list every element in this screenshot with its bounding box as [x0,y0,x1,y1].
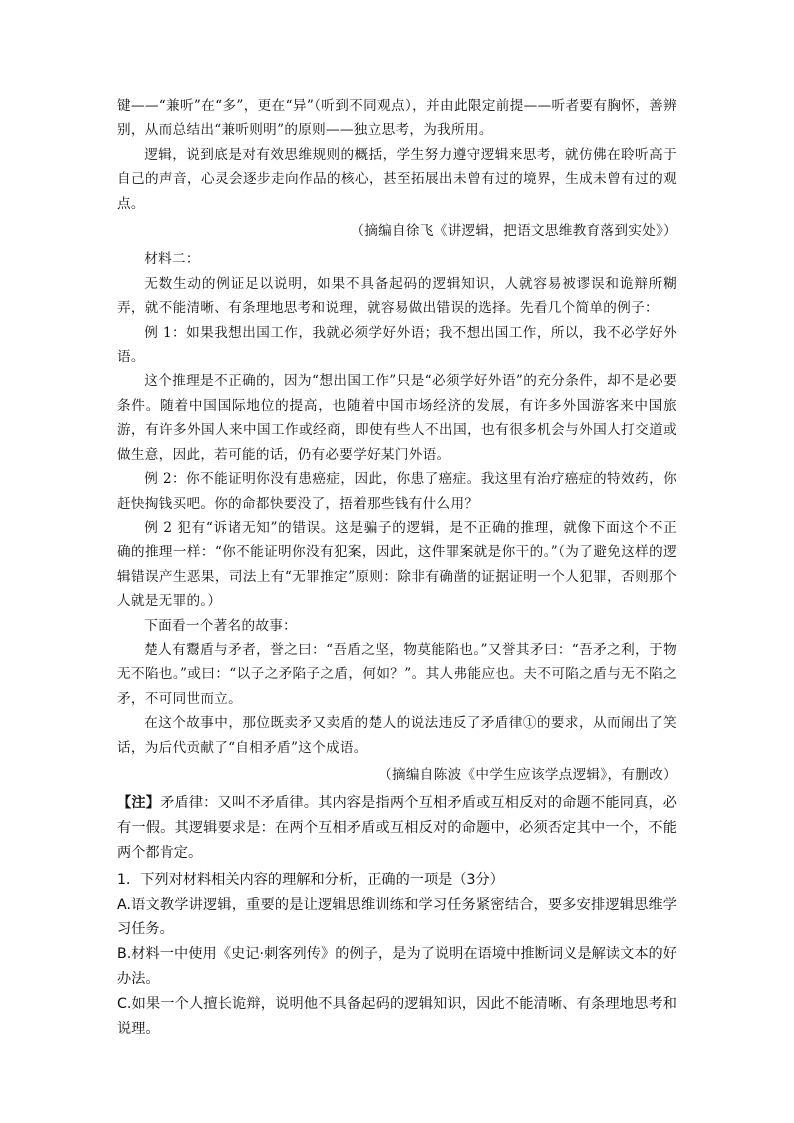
question-1-stem: 1．下列对材料相关内容的理解和分析，正确的一项是（3分） [117,871,504,888]
material-two-paragraph-analysis-2: 例 2 犯有“诉诸无知”的错误。这是骗子的逻辑，是不正确的推理，就像下面这个不正确的推理一样：“你不能证明你没有犯案，因此，这件罪案就是你干的。”（为了避免这样的逻辑错误产生恶果，司法上有“无罪推定”原则：除非有确凿的证据证明一个人犯罪，否则那个人就是无罪的。） [117,519,677,610]
page-content [117,94,677,1041]
material-two-paragraph-analysis-1: 这个推理是不正确的，因为“想出国工作”只是“必须学好外语”的充分条件，却不是必要条件。随着中国国际地位的提高，也随着中国市场经济的发展，有许多外国游客来中国旅游，有许多外国人来中国工作或经商，即使有些人不出国，也有很多机会与外国人打交道或做生意，因此，若可能的话，仍有必要学好某门外语。 [117,373,677,463]
footnote [117,791,677,865]
question-1-option-c[interactable]: C.如果一个人擅长诡辩，说明他不具备起码的逻辑知识，因此不能清晰、有条理地思考和说理。 [117,995,677,1037]
material-two-example-1: 例 1：如果我想出国工作，我就必须学好外语；我不想出国工作，所以，我不必学好外语。 [117,324,677,366]
question-1-option-b[interactable]: B.材料一中使用《史记·刺客列传》的例子，是为了说明在语境中推断词义是解读文本的好办法。 [117,946,677,987]
material-two-story-analysis: 在这个故事中，那位既卖矛又卖盾的楚人的说法违反了矛盾律①的要求，从而闹出了笑话，为后代贡献了“自相矛盾”这个成语。 [117,715,677,756]
material-two-example-2: 例 2：你不能证明你没有患癌症，因此，你患了癌症。我这里有治疗癌症的特效药，你赶快掏钱买吧。你的命都快要没了，捂着那些钱有什么用？ [117,471,677,512]
footnote-text: 矛盾律：又叫不矛盾律。其内容是指两个互相矛盾或互相反对的命题不能同真，必有一假。其逻辑要求是：在两个互相矛盾或互相反对的命题中，必须否定其中一个，不能两个都肯定。 [117,795,677,861]
material-one-source: （摘编自徐飞《讲逻辑，把语文思维教育落到实处》） [350,223,677,240]
material-two-story: 楚人有鬻盾与矛者，誉之曰：“吾盾之坚，物莫能陷也。”又誉其矛曰：“吾矛之利，于物无不陷也。”或曰：“以子之矛陷子之盾，何如？”。其人弗能应也。夫不可陷之盾与无不陷之矛，不可同世而立。 [117,641,677,707]
footnote-tag: 【注】 [117,795,161,812]
material-two-paragraph-intro: 无数生动的例证足以说明，如果不具备起码的逻辑知识，人就容易被谬误和诡辩所糊弄，就不能清晰、有条理地思考和说理，就容易做出错误的选择。先看几个简单的例子： [117,275,677,317]
question-1-option-a[interactable]: A.语文教学讲逻辑，重要的是让逻辑思维训练和学习任务紧密结合，要多安排逻辑思维学习任务。 [117,896,677,938]
material-one-paragraph-logic: 逻辑，说到底是对有效思维规则的概括，学生努力遵守逻辑来思考，就仿佛在聆听高于自己的声音，心灵会逐步走向作品的核心，甚至拓展出未曾有过的境界，生成未曾有过的观点。 [117,146,677,212]
material-two-story-intro: 下面看一个著名的故事： [144,617,298,634]
material-two-source: （摘编自陈波《中学生应该学点逻辑》，有删改） [378,766,677,783]
material-one-paragraph-continued: 键——“兼听”在“多”，更在“异”（听到不同观点），并由此限定前提——听者要有胸怀，善辨别，从而总结出“兼听则明”的原则——独立思考，为我所用。 [117,98,677,139]
material-two-heading: 材料二： [144,251,200,268]
